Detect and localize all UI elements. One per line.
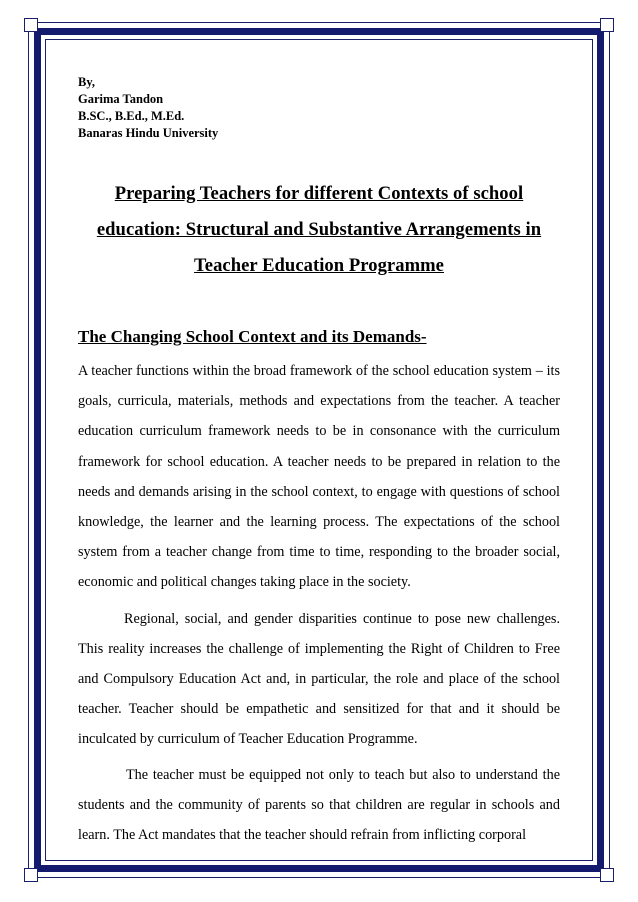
author-by: By, — [78, 75, 96, 89]
author-degrees: B.SC., B.Ed., M.Ed. — [78, 109, 185, 123]
author-name: Garima Tandon — [78, 92, 164, 106]
document-content — [78, 74, 560, 850]
border-corner-bottom-right — [600, 868, 614, 882]
document-title: Preparing Teachers for different Contexts of school education: Structural and Substantive Arrangements in Teacher Education Programme — [96, 183, 542, 276]
body-paragraph-1: A teacher functions within the broad framework of the school education system – its goals, curricula, materials, methods and expectations from the teacher. A teacher education curriculum framework needs to be in consonance with the curriculum framework for school education. A teacher needs to be prepared in relation to the needs and demands arising in the school context, to engage with questions of school knowledge, the learner and the learning process. The expectations of the school system from a teacher change from time to time, responding to the broader social, economic and political changes taking place in the society. — [78, 363, 560, 591]
body-paragraph-2: Regional, social, and gender disparities continue to pose new challenges. This reality increases the challenge of implementing the Right of Children to Free and Compulsory Education Act and, in particular, the role and place of the school teacher. Teacher should be empathetic and sensitized for that and it should be inculcated by curriculum of Teacher Education Programme. — [78, 610, 560, 748]
section-heading: The Changing School Context and its Demands- — [78, 327, 427, 346]
author-block — [78, 74, 560, 142]
border-corner-top-right — [600, 18, 614, 32]
border-corner-bottom-left — [24, 868, 38, 882]
body-paragraph-3: The teacher must be equipped not only to teach but also to understand the students and the community of parents so that children are regular in schools and learn. The Act mandates that the teacher should refrain from inflicting corporal — [78, 766, 560, 844]
border-corner-top-left — [24, 18, 38, 32]
author-university: Banaras Hindu University — [78, 126, 219, 140]
